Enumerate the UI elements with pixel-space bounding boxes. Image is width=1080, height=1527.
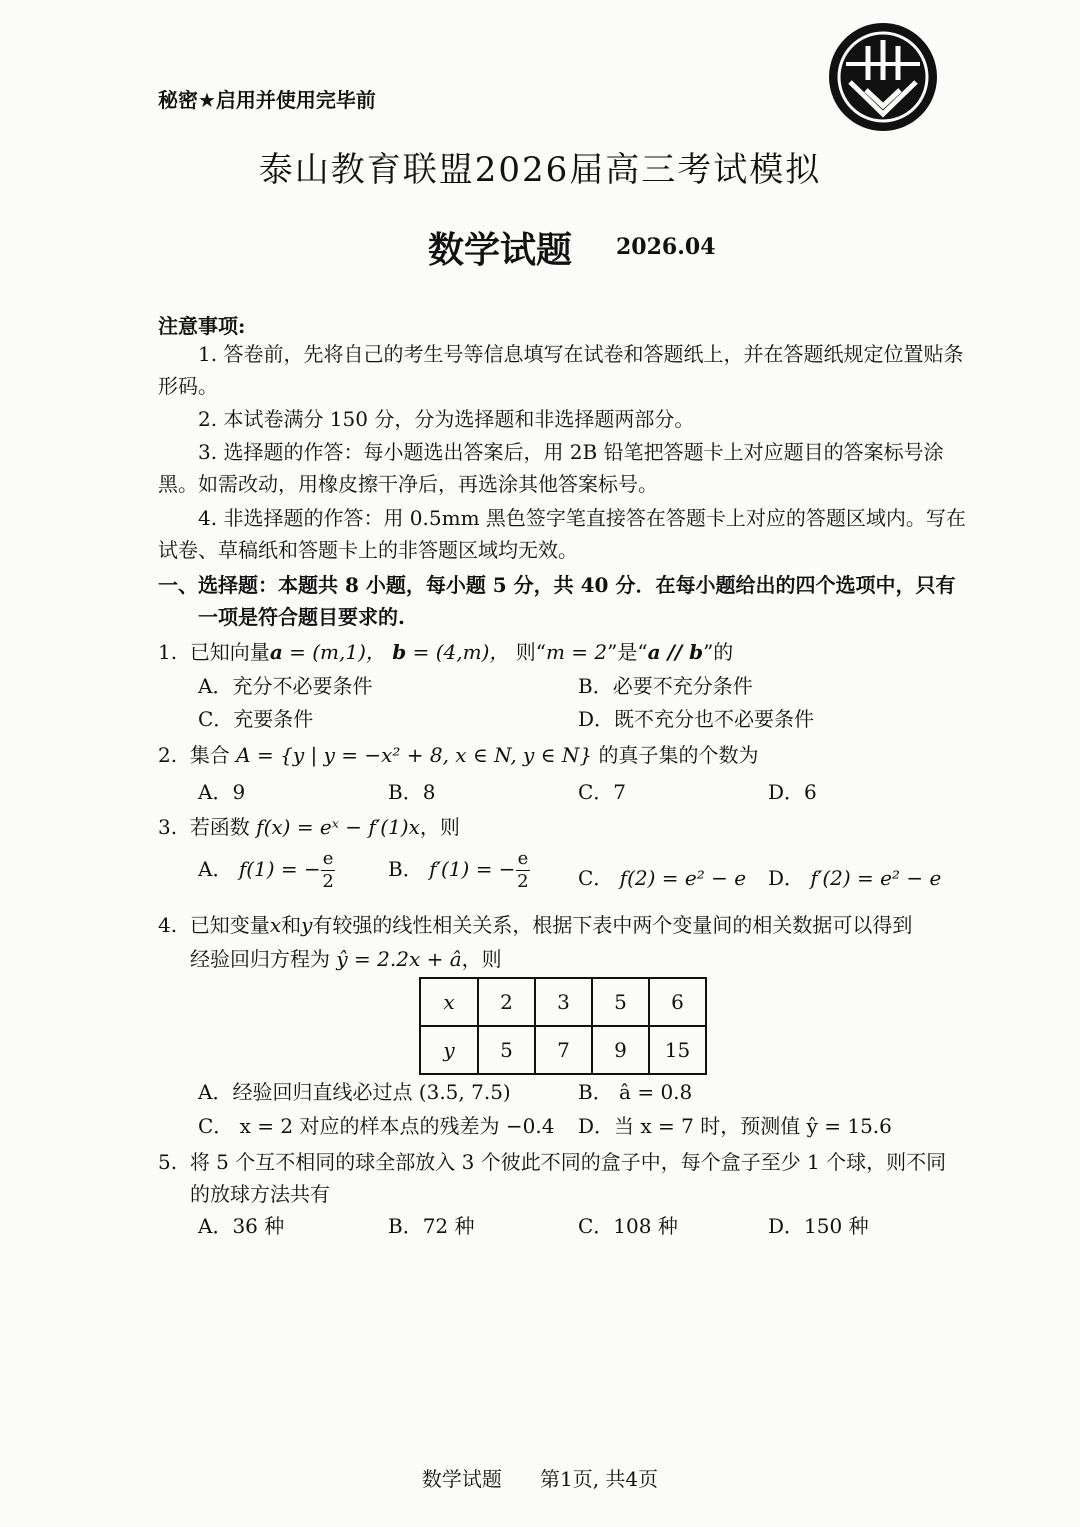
vector-a-value: = (m,1)， (282, 640, 386, 664)
question-5-line2: 的放球方法共有 (190, 1182, 330, 1206)
set-expression: A = {y | y = −x² + 8, x ∈ N, y ∈ N} (236, 743, 593, 767)
q1-option-c: C．充要条件 (198, 707, 314, 731)
q2-option-d: D．6 (768, 780, 817, 804)
q4-option-d: D．当 x = 7 时，预测值 ŷ = 15.6 (578, 1114, 892, 1138)
q1-option-b: B．必要不充分条件 (578, 674, 753, 698)
parallel-condition: a // b (647, 640, 704, 664)
question-2 (158, 739, 758, 768)
option-expression: f′(2) = e² − e (810, 866, 942, 890)
question-text: 已知向量 (189, 640, 270, 664)
question-text: 则“ (515, 640, 546, 664)
question-text: ”是“ (607, 640, 648, 664)
notice-heading: 注意事项: (158, 314, 246, 338)
table-cell: x (420, 978, 478, 1026)
fraction-denominator: 2 (517, 871, 529, 892)
question-number: 1. (158, 640, 178, 664)
variable-y: y (301, 913, 313, 937)
question-text: 若函数 (189, 815, 250, 839)
section-heading-line1: 一、选择题：本题共 8 小题，每小题 5 分，共 40 分．在每小题给出的四个选项中，只有 (158, 573, 956, 597)
fraction-numerator: e (322, 848, 334, 869)
table-cell: 3 (535, 978, 592, 1026)
q5-option-b: B．72 种 (388, 1214, 475, 1238)
vector-b: b (392, 640, 407, 664)
q1-option-d: D．既不充分也不必要条件 (578, 707, 815, 731)
question-3 (158, 811, 460, 840)
question-text: ”的 (703, 640, 734, 664)
q4-option-b: B． â = 0.8 (578, 1080, 693, 1104)
organization-logo (828, 22, 938, 132)
question-text: 已知变量 (189, 913, 270, 937)
fraction (321, 848, 336, 893)
option-label: B． (388, 857, 423, 881)
question-text: 将 5 个互不相同的球全部放入 3 个彼此不同的盒子中，每个盒子至少 1 个球，则不同 (189, 1150, 947, 1174)
option-label: A． (198, 857, 233, 881)
question-text: ，则 (461, 947, 502, 971)
table-cell: 5 (478, 1026, 535, 1074)
q3-option-b (388, 848, 530, 893)
fraction-denominator: 2 (322, 871, 334, 892)
q2-option-c: C．7 (578, 780, 627, 804)
regression-equation: ŷ = 2.2x + â (336, 947, 462, 971)
question-5 (158, 1146, 946, 1175)
q2-option-b: B．8 (388, 780, 436, 804)
question-number: 2. (158, 743, 178, 767)
q3-option-d (768, 862, 941, 891)
question-1 (158, 636, 733, 665)
data-table (419, 977, 707, 1075)
q1-option-a: A．充分不必要条件 (198, 674, 373, 698)
option-expression: f(2) = e² − e (619, 866, 747, 890)
question-number: 5. (158, 1150, 178, 1174)
q5-option-d: D．150 种 (768, 1214, 869, 1238)
q5-option-a: A．36 种 (198, 1214, 285, 1238)
q5-option-c: C．108 种 (578, 1214, 678, 1238)
question-text: 的真子集的个数为 (598, 743, 759, 767)
question-4-line2 (190, 943, 502, 972)
function-expression: f(x) = eˣ − f′(1)x (256, 815, 420, 839)
vector-b-value: = (4,m)， (406, 640, 510, 664)
table-cell: y (420, 1026, 478, 1074)
question-text: ，则 (419, 815, 460, 839)
exam-subtitle: 数学试题 (428, 229, 573, 271)
question-number: 4. (158, 913, 178, 937)
fraction (516, 848, 531, 893)
q2-option-a: A．9 (198, 780, 246, 804)
question-text: 和 (281, 913, 302, 937)
table-cell: 9 (592, 1026, 649, 1074)
question-4 (158, 909, 912, 938)
question-text: 集合 (189, 743, 230, 767)
question-text: 有较强的线性相关关系，根据下表中两个变量间的相关数据可以得到 (312, 913, 913, 937)
vector-a: a (269, 640, 283, 664)
notice-item-3: 3. 选择题的作答：每小题选出答案后，用 2B 铅笔把答题卡上对应题目的答案标号涂黑。如需改动，用橡皮擦干净后，再选涂其他答案标号。 (158, 440, 944, 496)
option-label: C． (578, 866, 614, 890)
notice-item-1: 1. 答卷前，先将自己的考生号等信息填写在试卷和答题纸上，并在答题纸规定位置贴条形码。 (158, 342, 964, 398)
table-cell: 7 (535, 1026, 592, 1074)
fraction-numerator: e (517, 848, 529, 869)
q3-option-c (578, 862, 746, 891)
q4-option-c: C． x = 2 对应的样本点的残差为 −0.4 (198, 1114, 555, 1138)
exam-date: 2026.04 (616, 234, 716, 260)
question-text: 经验回归方程为 (190, 947, 330, 971)
q3-option-a (198, 848, 335, 893)
footer-subject: 数学试题 (421, 1467, 502, 1491)
option-expression: f′(1) = − (429, 857, 516, 881)
option-expression: f(1) = − (238, 857, 321, 881)
notice-item-4: 4. 非选择题的作答：用 0.5mm 黑色签字笔直接答在答题卡上对应的答题区域内。写在试卷、草稿纸和答题卡上的非答题区域均无效。 (158, 506, 966, 562)
question-number: 3. (158, 815, 178, 839)
footer-page-number: 第1页, 共4页 (539, 1467, 659, 1491)
table-cell: 5 (592, 978, 649, 1026)
condition: m = 2 (545, 640, 608, 664)
table-row (420, 1026, 706, 1074)
confidential-label: 秘密★启用并使用完毕前 (158, 88, 376, 112)
q4-option-a: A．经验回归直线必过点 (3.5, 7.5) (198, 1080, 511, 1104)
page-footer (0, 1463, 1080, 1492)
table-row (420, 978, 706, 1026)
table-cell: 6 (649, 978, 706, 1026)
option-label: D． (768, 866, 805, 890)
section-heading-line2: 一项是符合题目要求的. (198, 605, 405, 629)
variable-x: x (269, 913, 282, 937)
table-cell: 2 (478, 978, 535, 1026)
section-heading (158, 569, 966, 633)
notice-item-2: 2. 本试卷满分 150 分，分为选择题和非选择题两部分。 (198, 407, 695, 431)
table-cell: 15 (649, 1026, 706, 1074)
exam-title: 泰山教育联盟2026届高三考试模拟 (258, 150, 822, 190)
